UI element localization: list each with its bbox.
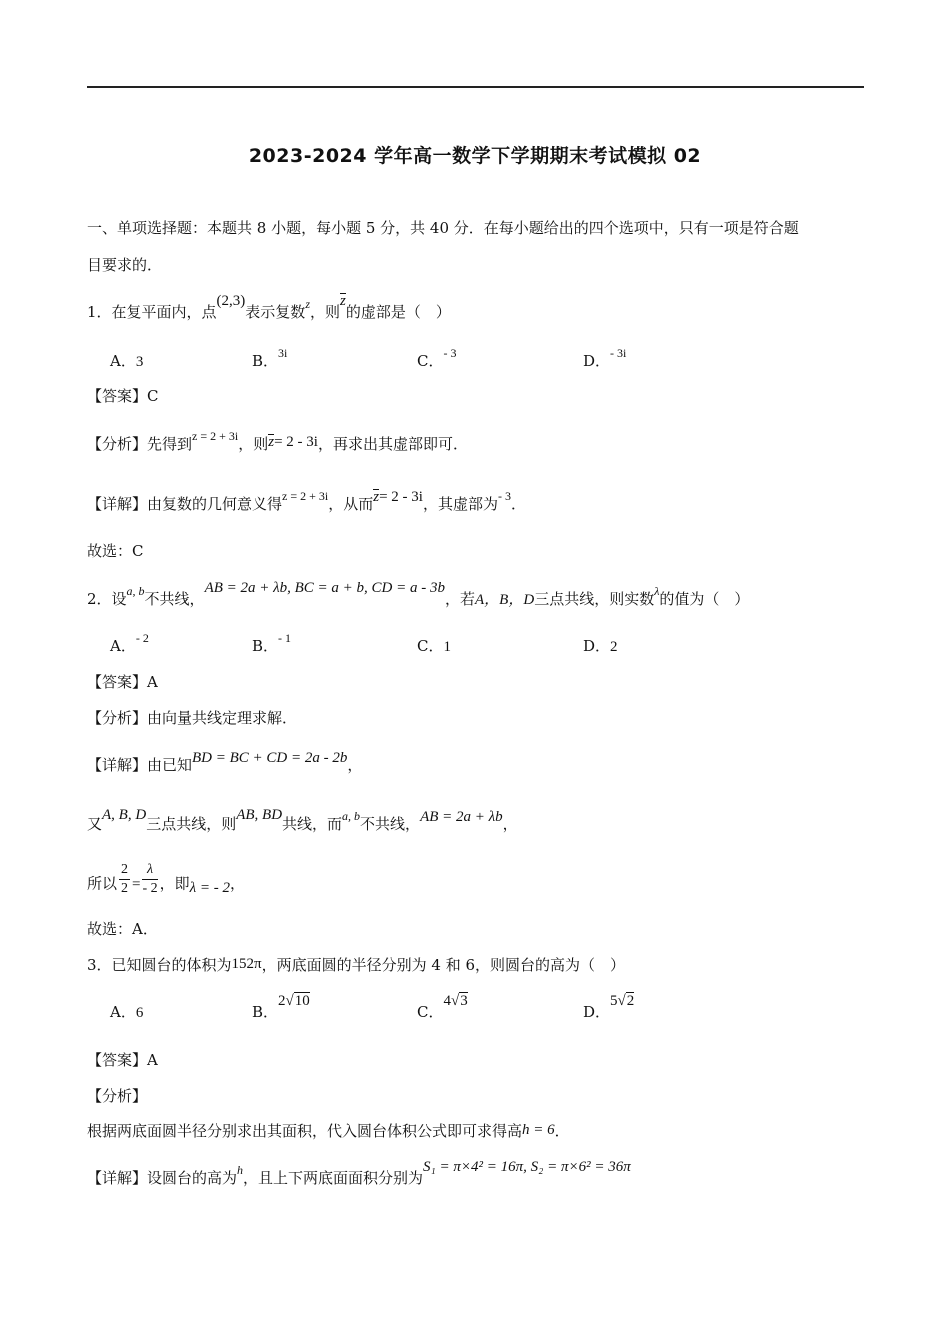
q3-option-c: C．4√3 xyxy=(417,993,468,1021)
q2-option-c: C．1 xyxy=(417,637,451,655)
q3-analysis-text: 根据两底面圆半径分别求出其面积，代入圆台体积公式即可求得高h = 6． xyxy=(87,1122,570,1140)
q3-option-a: A．6 xyxy=(110,1003,144,1021)
q3-stem: 3．已知圆台的体积为152π，两底面圆的半径分别为 4 和 6，则圆台的高为（ ） xyxy=(87,956,626,974)
q2-so: 所以 $\frac{2}{2}$ = $\frac{\lambda}{- 2}$ ，即λ = - 2， xyxy=(87,862,246,896)
q1-analysis: 【分析】先得到$^{z = 2 + 3i}$，则z= 2 - 3i，再求出其虚部即可． xyxy=(87,429,468,453)
q2-detail: 【详解】由已知BD = BC + CD = 2a - 2b， xyxy=(87,750,363,774)
q1-zbar: z xyxy=(340,293,346,309)
q1-option-a: A．3 xyxy=(110,352,144,370)
q1-answer: 【答案】C xyxy=(87,387,159,405)
q1-option-d: D．$^{- 3i}$ xyxy=(583,346,627,370)
page-title: 2023-2024 学年高一数学下学期期末考试模拟 02 xyxy=(248,145,702,167)
q2-choose: 故选：A． xyxy=(87,920,158,938)
q1-stem-a: 1．在复平面内，点 xyxy=(87,303,217,321)
q1-point: (2,3) xyxy=(216,293,246,309)
q2-stem: 2．设$^{a, b}$不共线，AB = 2a + λb, BC = a + b, CD = a - 3b，若A，B，D三点共线，则实数$^\lambda$的值为（ ） xyxy=(87,580,750,608)
header-rule xyxy=(87,86,864,88)
q3-answer: 【答案】A xyxy=(87,1051,158,1069)
q2-answer: 【答案】A xyxy=(87,673,158,691)
q2-also: 又A, B, D三点共线，则AB, BD共线，而$^{a, b}$不共线，AB = 2a + λb， xyxy=(87,807,518,833)
q2-option-d: D．2 xyxy=(583,637,618,655)
q1-choose: 故选：C xyxy=(87,542,144,560)
q3-analysis-label: 【分析】 xyxy=(87,1087,148,1105)
q1-option-b: B．$^{3i}$ xyxy=(252,346,288,370)
q2-analysis: 【分析】由向量共线定理求解． xyxy=(87,709,298,727)
q1-option-c: C．$^{- 3}$ xyxy=(417,346,457,370)
q1-stem xyxy=(87,293,451,323)
q1-detail: 【详解】由复数的几何意义得$^{z = 2 + 3i}$，从而z= 2 - 3i，其虚部为$^{- 3}$． xyxy=(87,489,526,513)
q3-detail: 【详解】设圆台的高为$^h$，且上下两底面面积分别为S₁ = π×4² = 16π, S₂ = π×6² = 36π xyxy=(87,1159,631,1187)
section-heading-cont: 目要求的． xyxy=(87,256,163,274)
q3-option-d: D．5√2 xyxy=(583,993,635,1021)
q3-option-b: B．2√10 xyxy=(252,993,310,1021)
q2-option-a: A．$^{- 2}$ xyxy=(110,631,149,655)
q1-z: z xyxy=(305,297,310,311)
q1-stem-d: 的虚部是（ ） xyxy=(345,303,451,321)
q2-option-b: B．$^{- 1}$ xyxy=(252,631,292,655)
q1-stem-c: ，则 xyxy=(309,303,340,321)
q1-stem-b: 表示复数 xyxy=(245,303,306,321)
section-heading: 一、单项选择题：本题共 8 小题，每小题 5 分，共 40 分．在每小题给出的四个选项中，只有一项是符合题 xyxy=(87,219,799,237)
